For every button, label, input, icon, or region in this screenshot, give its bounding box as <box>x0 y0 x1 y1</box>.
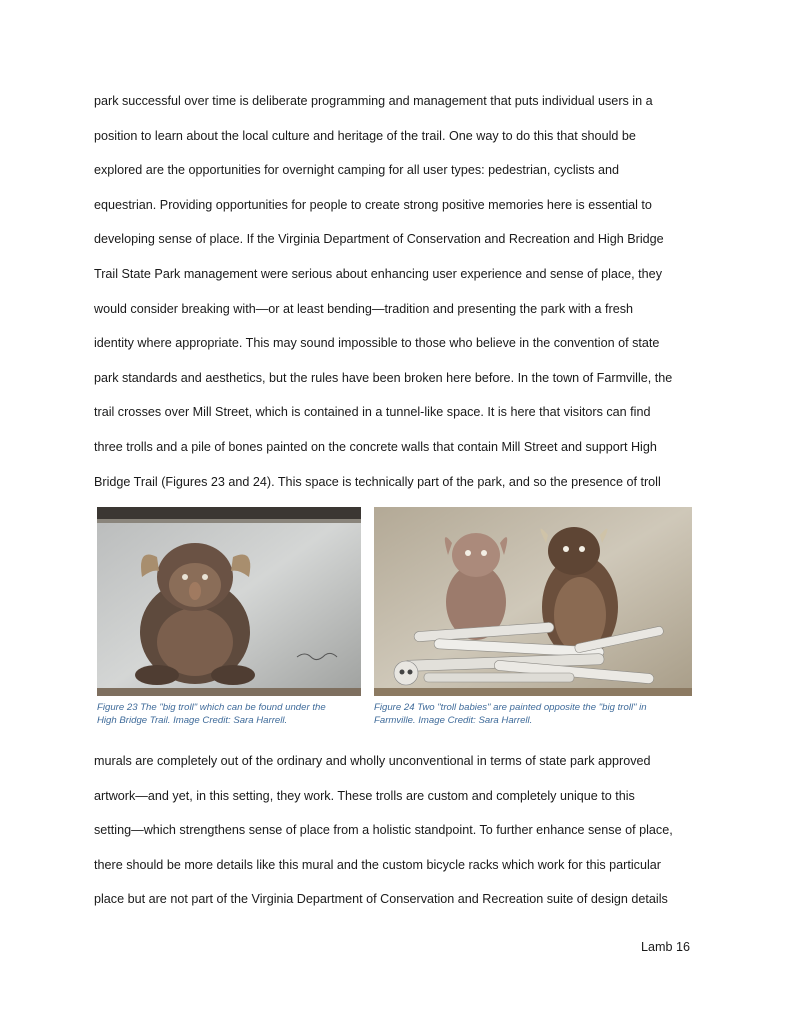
text-line: park successful over time is deliberate programming and management that puts individual users in a <box>94 94 653 108</box>
text-line: murals are completely out of the ordinary and wholly unconventional in terms of state park approved <box>94 754 651 768</box>
caption-line: Farmville. Image Credit: Sara Harrell. <box>374 715 533 726</box>
text-line: identity where appropriate. This may sound impossible to those who believe in the convention of state <box>94 336 660 351</box>
troll-babies-mural-photo <box>374 507 692 696</box>
text-line: position to learn about the local culture and heritage of the trail. One way to do this that should be <box>94 128 636 143</box>
page-number: Lamb 16 <box>640 940 690 954</box>
figure-24 <box>374 507 692 727</box>
text-line: there should be more details like this mural and the custom bicycle racks which work for this particular <box>94 857 661 872</box>
text-line: equestrian. Providing opportunities for people to create strong positive memories here is essential to <box>94 197 652 212</box>
caption-line: Figure 23 The "big troll" which can be found under the <box>97 702 326 713</box>
text-line: explored are the opportunities for overnight camping for all user types: pedestrian, cyclists and <box>94 163 620 178</box>
text-line: developing sense of place. If the Virginia Department of Conservation and Recreation and High Bridge <box>94 232 664 247</box>
figure-23 <box>97 507 361 727</box>
text-line: trail crosses over Mill Street, which is contained in a tunnel-like space. It is here that visitors can find <box>94 405 651 420</box>
body-paragraph-2 <box>94 744 698 917</box>
body-paragraph-1 <box>94 84 698 499</box>
text-line: setting—which strengthens sense of place from a holistic standpoint. To further enhance sense of place, <box>94 823 673 838</box>
text-line: artwork—and yet, in this setting, they work. These trolls are custom and completely unique to this <box>94 788 635 803</box>
text-line: Trail State Park management were serious about enhancing user experience and sense of place, they <box>94 266 662 281</box>
caption-line: High Bridge Trail. Image Credit: Sara Harrell. <box>97 715 288 726</box>
big-troll-mural-photo <box>97 507 361 696</box>
text-line: place but are not part of the Virginia Department of Conservation and Recreation suite of design details <box>94 892 668 907</box>
figure-24-caption <box>374 701 692 727</box>
caption-line: Figure 24 Two "troll babies" are painted opposite the "big troll" in <box>374 702 647 713</box>
text-line: Bridge Trail (Figures 23 and 24). This space is technically part of the park, and so the presence of troll <box>94 474 661 489</box>
figure-23-caption <box>97 701 361 727</box>
text-line: three trolls and a pile of bones painted on the concrete walls that contain Mill Street and support High <box>94 439 657 454</box>
text-line: park standards and aesthetics, but the rules have been broken here before. In the town of Farmville, the <box>94 370 673 385</box>
text-line: would consider breaking with—or at least bending—tradition and presenting the park with a fresh <box>94 301 634 316</box>
